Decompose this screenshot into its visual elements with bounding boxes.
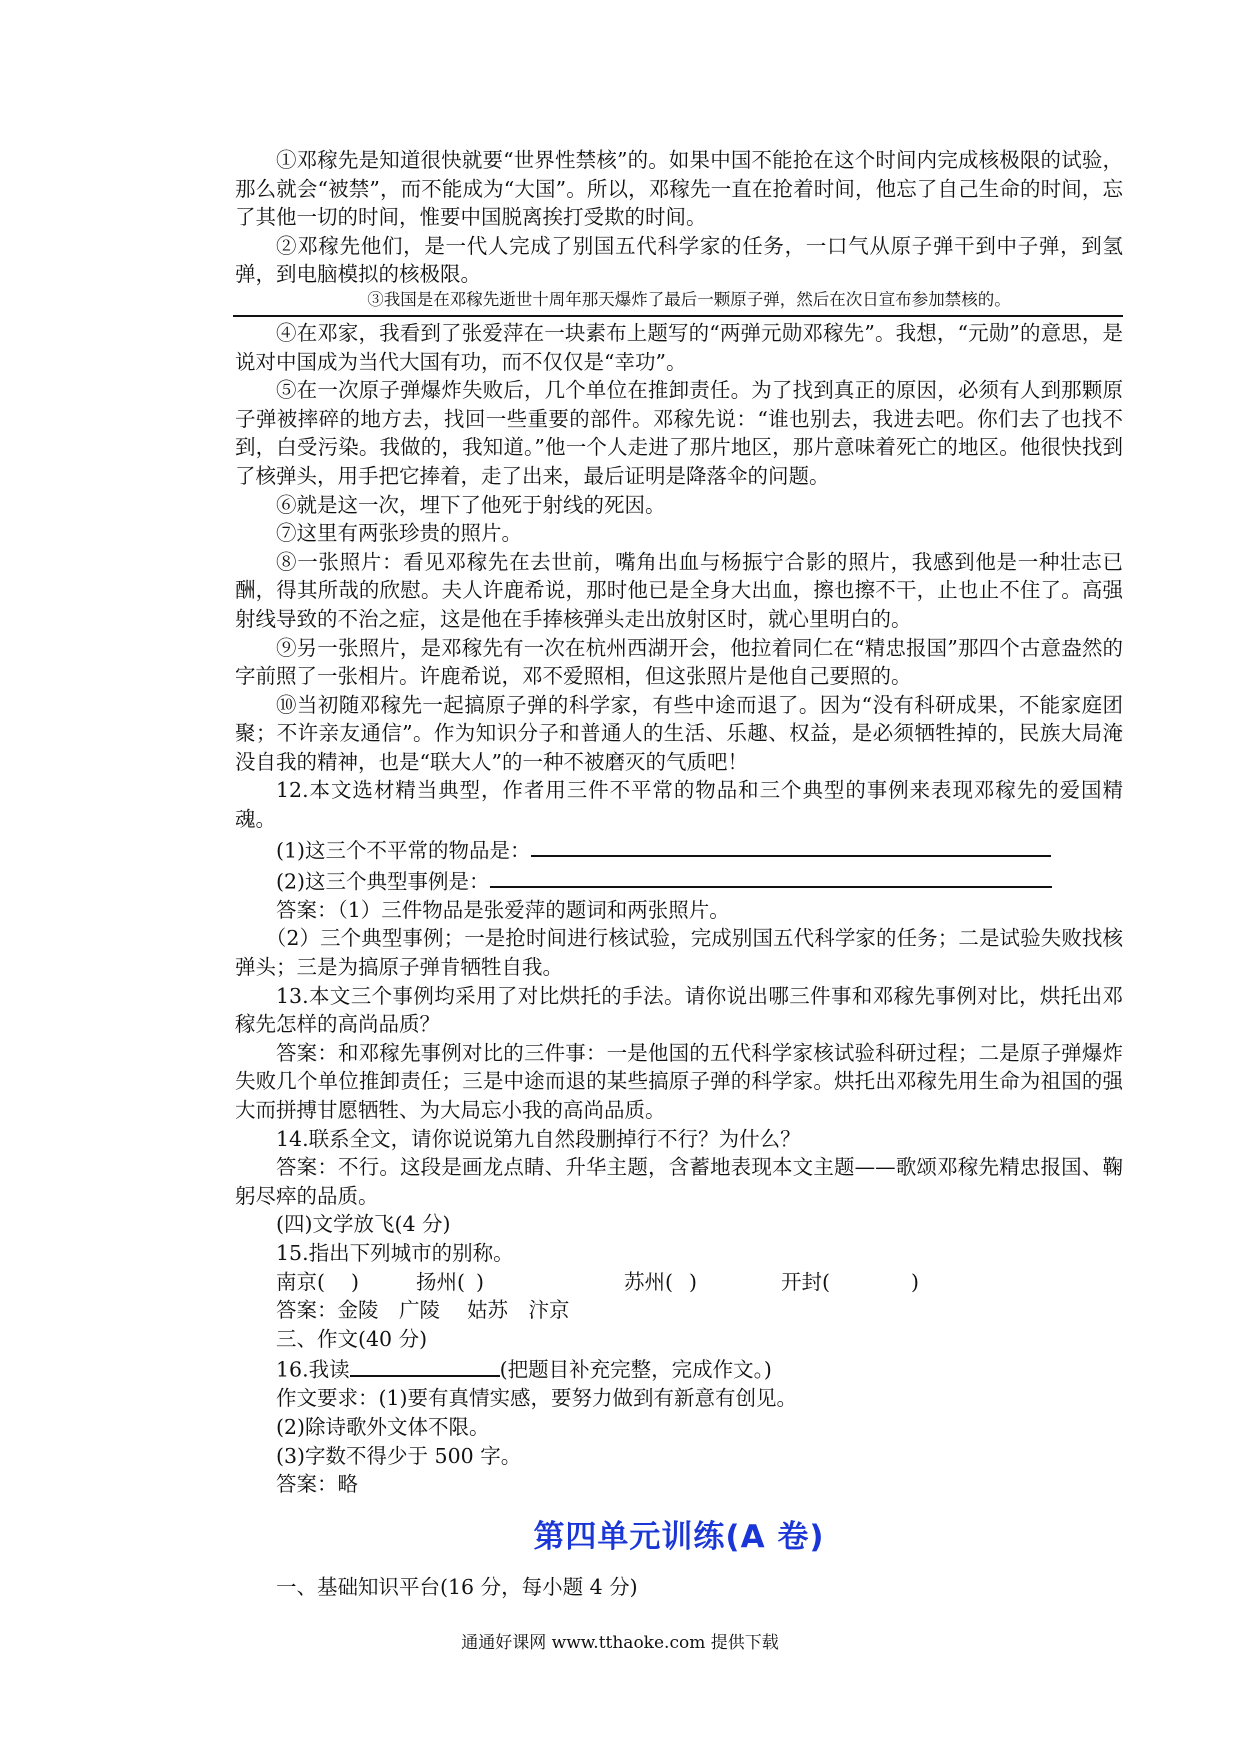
essay-requirement-2: (2)除诗歌外文体不限。 xyxy=(276,1415,490,1440)
section-four-heading: (四)文学放飞(4 分) xyxy=(276,1212,451,1237)
footer-credit: 通通好课网 www.tthaoke.com 提供下载 xyxy=(461,1633,779,1653)
question-12: 12.本文选材精当典型，作者用三件不平常的物品和三个典型的事例来表现邓稼先的爱国精魂。 xyxy=(235,778,1123,832)
horizontal-rule xyxy=(233,315,1123,317)
passage-paragraph-2: ②邓稼先他们，是一代人完成了别国五代科学家的任务，一口气从原子弹干到中子弹，到氢弹，到电脑模拟的核极限。 xyxy=(235,233,1123,287)
question-12-part-1-text: (1)这三个不平常的物品是： xyxy=(276,838,531,863)
essay-requirement-3: (3)字数不得少于 500 字。 xyxy=(276,1443,522,1468)
passage-paragraph-4: ④在邓家，我看到了张爱萍在一块素布上题写的“两弹元勋邓稼先”。我想，“元勋”的意思，是说对中国成为当代大国有功，而不仅仅是“幸功”。 xyxy=(235,320,1123,374)
answer-12-part-2: （2）三个典型事例；一是抢时间进行核试验，完成别国五代科学家的任务；二是试验失败找核弹头；三是为搞原子弹肯牺牲自我。 xyxy=(235,926,1123,980)
city-kaifeng-close: ) xyxy=(911,1269,919,1294)
question-12-part-2 xyxy=(235,865,1123,896)
essay-requirement-1: 作文要求：(1)要有真情实感，要努力做到有新意有创见。 xyxy=(276,1386,798,1411)
document-content xyxy=(235,146,1123,1601)
city-kaifeng: 开封( xyxy=(781,1269,830,1294)
answer-blank-examples[interactable] xyxy=(490,865,1052,889)
city-nicknames-row xyxy=(235,1268,1123,1297)
question-15: 15.指出下列城市的别称。 xyxy=(276,1241,514,1265)
essay-title-blank[interactable] xyxy=(350,1353,500,1377)
city-suzhou-close: ) xyxy=(689,1269,697,1294)
passage-paragraph-7: ⑦这里有两张珍贵的照片。 xyxy=(276,521,522,546)
question-16 xyxy=(235,1353,1123,1384)
city-yangzhou-close: ) xyxy=(476,1269,484,1294)
passage-paragraph-5: ⑤在一次原子弹爆炸失败后，几个单位在推卸责任。为了找到真正的原因，必须有人到那颗原子弹被摔碎的地方去，找回一些重要的部件。邓稼先说：“谁也别去，我进去吧。你们去了也找不到，白受污染。我做的，我知道。”他一个人走进了那片地区，那片意味着死亡的地区。他很快找到了核弹头，用手把它捧着，走了出来，最后证明是降落伞的问题。 xyxy=(235,378,1123,488)
passage-paragraph-6: ⑥就是这一次，埋下了他死于射线的死因。 xyxy=(276,492,666,517)
question-16-suffix: (把题目补充完整，完成作文。) xyxy=(499,1357,772,1382)
section-three-heading: 三、作文(40 分) xyxy=(276,1326,428,1351)
part-one-heading: 一、基础知识平台(16 分，每小题 4 分) xyxy=(276,1574,638,1599)
passage-paragraph-8: ⑧一张照片：看见邓稼先在去世前，嘴角出血与杨振宁合影的照片，我感到他是一种壮志已酬，得其所哉的欣慰。夫人许鹿希说，那时他已是全身大出血，擦也擦不干，止也止不住了。高强射线导致的不治之症，这是他在手捧核弹头走出放射区时，就心里明白的。 xyxy=(235,549,1123,631)
question-16-prefix: 16.我读 xyxy=(276,1357,350,1382)
answer-14: 答案：不行。这段是画龙点睛、升华主题，含蓄地表现本文主题——歌颂邓稼先精忠报国、鞠躬尽瘁的品质。 xyxy=(235,1155,1123,1208)
answer-16: 答案：略 xyxy=(276,1472,358,1497)
answer-15: 答案：金陵 广陵 姑苏 汴京 xyxy=(276,1298,570,1323)
answer-13: 答案：和邓稼先事例对比的三件事：一是他国的五代科学家核试验科研过程；二是原子弹爆炸失败几个单位推卸责任；三是中途而退的某些搞原子弹的科学家。烘托出邓稼先用生命为祖国的强大而拼搏甘愿牺牲、为大局忘小我的高尚品质。 xyxy=(235,1040,1123,1123)
question-12-part-1 xyxy=(235,834,1123,865)
question-13: 13.本文三个事例均采用了对比烘托的手法。请你说出哪三件事和邓稼先事例对比，烘托出邓稼先怎样的高尚品质？ xyxy=(235,983,1123,1037)
city-yangzhou: 扬州( xyxy=(416,1269,465,1294)
city-nanjing-close: ) xyxy=(351,1269,359,1294)
passage-paragraph-1: ①邓稼先是知道很快就要“世界性禁核”的。如果中国不能抢在这个时间内完成核极限的试验，那么就会“被禁”，而不能成为“大国”。所以，邓稼先一直在抢着时间，他忘了自己生命的时间，忘了其他一切的时间，惟要中国脱离挨打受欺的时间。 xyxy=(235,148,1123,230)
answer-12-part-1: 答案：（1）三件物品是张爱萍的题词和两张照片。 xyxy=(276,897,730,922)
city-suzhou: 苏州( xyxy=(624,1269,673,1294)
question-14: 14.联系全文，请你说说第九自然段删掉行不行？为什么？ xyxy=(276,1126,801,1151)
passage-paragraph-3: ③我国是在邓稼先逝世十周年那天爆炸了最后一颗原子弹，然后在次日宣布参加禁核的。 xyxy=(367,289,1011,309)
answer-blank-items[interactable] xyxy=(531,834,1051,858)
passage-paragraph-10: ⑩当初随邓稼先一起搞原子弹的科学家，有些中途而退了。因为“没有科研成果，不能家庭团聚；不许亲友通信”。作为知识分子和普通人的生活、乐趣、权益，是必须牺牲掉的，民族大局淹没自我的精神，也是“联大人”的一种不被磨灭的气质吧！ xyxy=(235,692,1123,774)
city-nanjing: 南京( xyxy=(276,1269,325,1294)
question-12-part-2-text: (2)这三个典型事例是： xyxy=(276,869,490,894)
unit-heading: 第四单元训练(A 卷) xyxy=(533,1518,825,1555)
passage-paragraph-9: ⑨另一张照片，是邓稼先有一次在杭州西湖开会，他拉着同仁在“精忠报国”那四个古意盎然的字前照了一张相片。许鹿希说，邓不爱照相，但这张照片是他自己要照的。 xyxy=(235,635,1123,689)
